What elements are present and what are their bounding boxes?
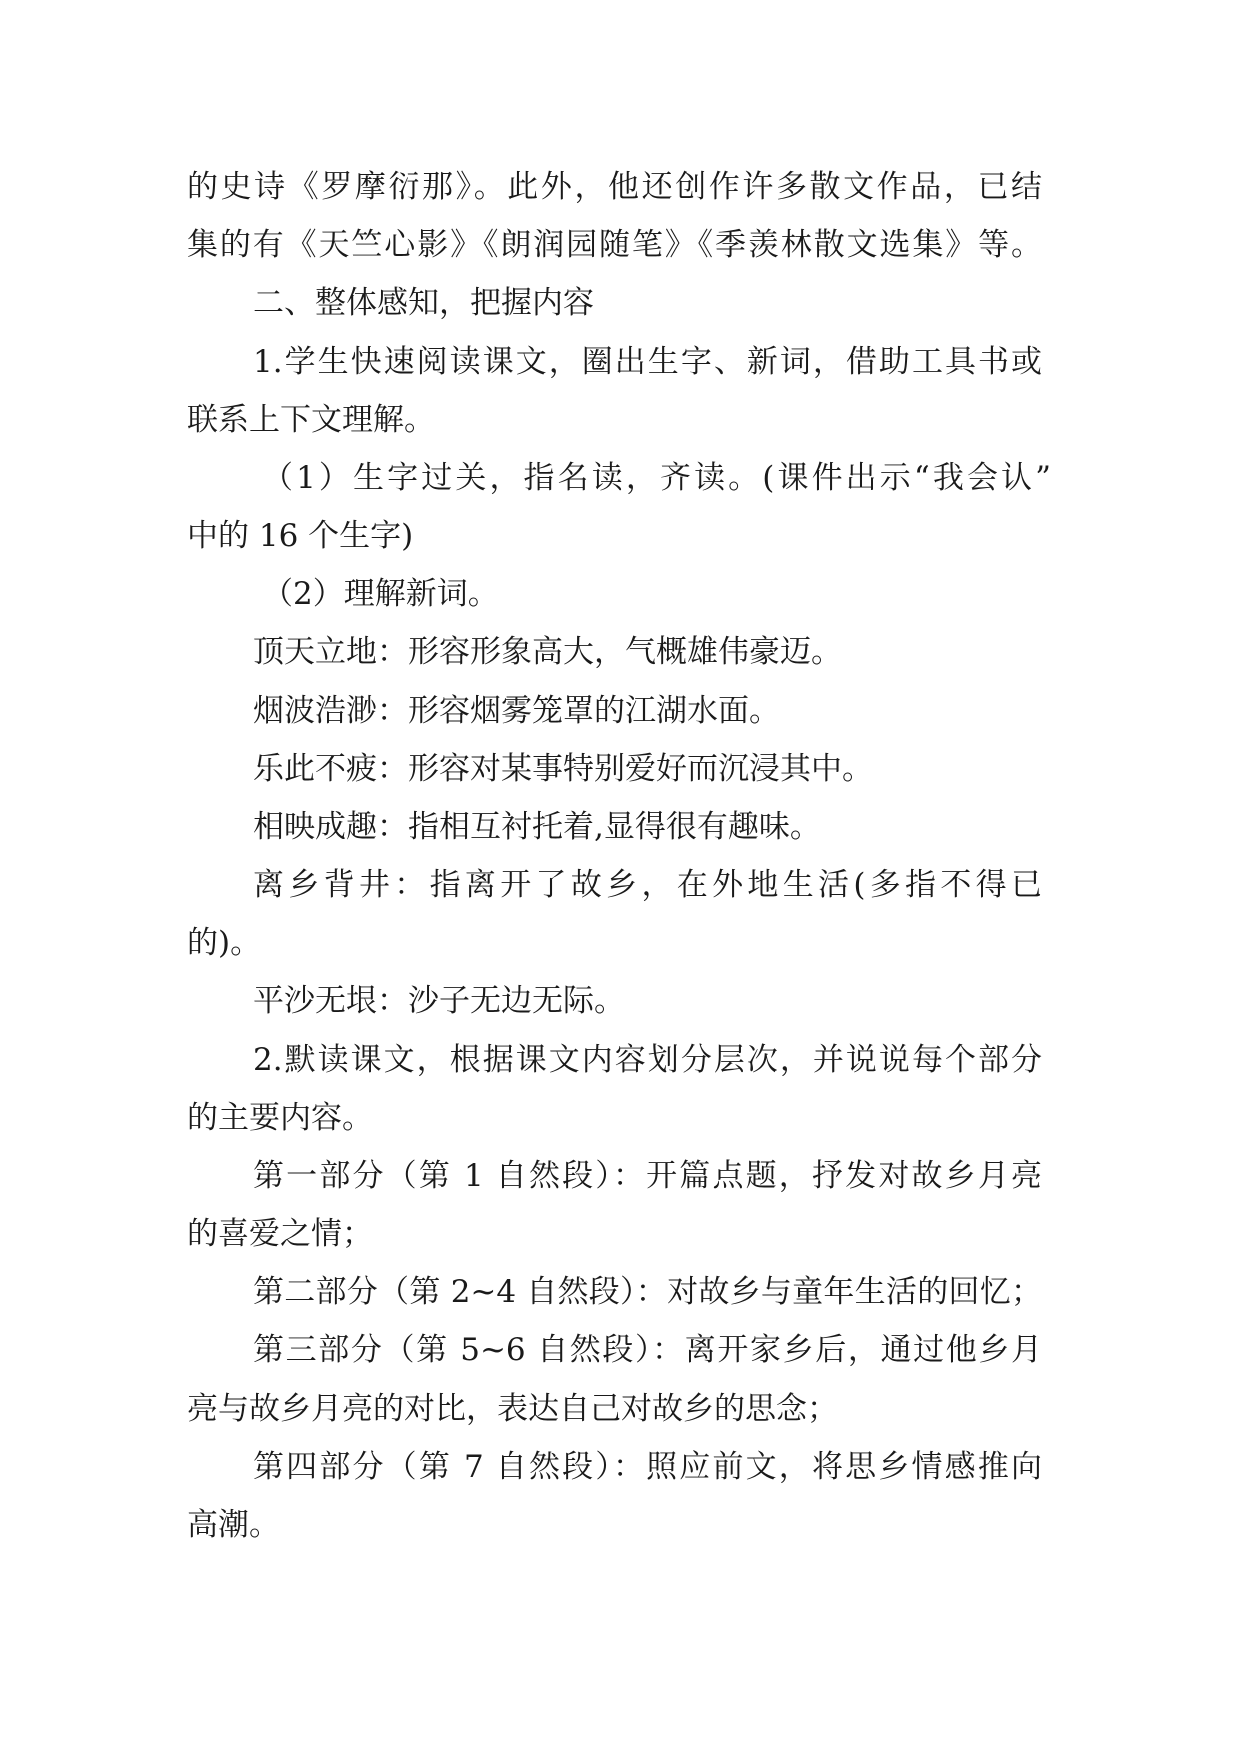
text-line: 中的 16 个生字) [187, 518, 414, 554]
definition-line: 顶天立地：形容形象高大，气概雄伟豪迈。 [253, 634, 842, 670]
text-line: 的主要内容。 [187, 1100, 373, 1136]
text-line: 1.学生快速阅读课文，圈出生字、新词，借助工具书或 [253, 344, 1042, 380]
text-line: 第一部分（第 1 自然段）：开篇点题，抒发对故乡月亮 [253, 1158, 1042, 1194]
definition-line: 相映成趣：指相互衬托着,显得很有趣味。 [253, 809, 821, 845]
text-line: 高潮。 [187, 1507, 280, 1543]
text-line: 2.默读课文，根据课文内容划分层次，并说说每个部分 [253, 1042, 1042, 1078]
text-line: 第四部分（第 7 自然段）：照应前文，将思乡情感推向 [253, 1449, 1042, 1485]
text-line: 的)。 [187, 925, 262, 961]
text-line: 亮与故乡月亮的对比，表达自己对故乡的思念； [187, 1391, 838, 1427]
definition-line: 离乡背井：指离开了故乡，在外地生活(多指不得已 [253, 867, 1042, 903]
definition-line: 平沙无垠：沙子无边无际。 [253, 983, 625, 1019]
text-line: 联系上下文理解。 [187, 402, 435, 438]
text-line: 集的有《天竺心影》《朗润园随笔》《季羡林散文选集》等。 [187, 227, 1042, 263]
text-line: 的史诗《罗摩衍那》。此外，他还创作许多散文作品，已结 [187, 169, 1042, 205]
text-line: （1）生字过关，指名读，齐读。(课件出示“我会认” [262, 460, 1051, 496]
text-line: 第三部分（第 5~6 自然段）：离开家乡后，通过他乡月 [253, 1332, 1042, 1368]
section-heading: 二、整体感知，把握内容 [253, 285, 594, 321]
definition-line: 乐此不疲：形容对某事特别爱好而沉浸其中。 [253, 751, 873, 787]
definition-line: 烟波浩渺：形容烟雾笼罩的江湖水面。 [253, 693, 780, 729]
text-line: 的喜爱之情； [187, 1216, 373, 1252]
text-line: 第二部分（第 2~4 自然段）：对故乡与童年生活的回忆； [253, 1274, 1042, 1310]
text-line: （2）理解新词。 [262, 576, 499, 612]
